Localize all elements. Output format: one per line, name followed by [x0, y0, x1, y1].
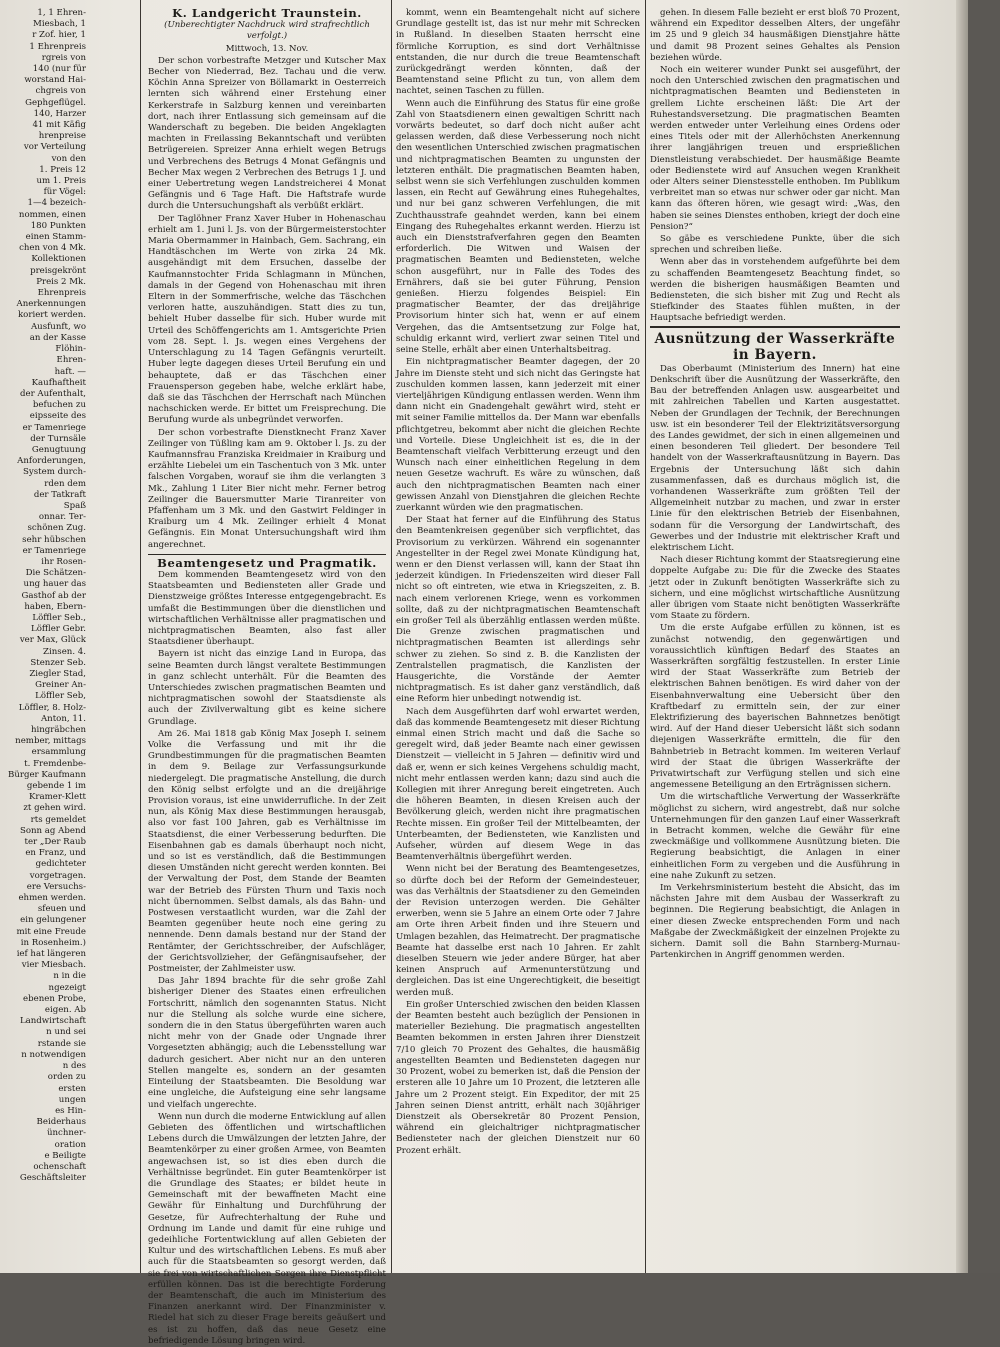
fragment-line: einen Stamm- — [25, 232, 86, 243]
fragment-line: Löffler, 8. Holz- — [18, 702, 86, 713]
fragment-line: der Turnsäle — [30, 433, 86, 444]
fragment-line: Spaß — [63, 500, 86, 511]
fragment-line: Ehren- — [56, 355, 86, 366]
fragment-line: der Tatkraft — [33, 489, 86, 500]
article-paragraph: Der Taglöhner Franz Xaver Huber in Hohenaschau erhielt am 1. Juni l. Js. von der Bürgermeisterstochter Maria Obermammer in Hainbach, Gem. Sachrang, ein Handtäschchen im Werte von zirka 24 Mk. ausgehändigt mit dem Ersuchen, dasselbe der Kaufmannstochter Frida Schlagmann in München, damals in der Gegend von Hohenaschau mit ihren Eltern in der Sommerfrische, welche das Täschchen verloren hatte, auszuhändigen. Statt dies zu tun, behielt Huber dasselbe für sich. Huber wurde mit Urteil des Schöffengerichts am 1. Amtsgerichte Prien vom 28. Sept. l. Js. wegen eines Vergehens der Unterschlagung zu 14 Tagen Gefängnis verurteilt. Huber legte dagegen dieses Urteil Berufung ein und behauptete, daß er das Täschchen einer Frauensperson gegeben habe, welche erklärt habe, daß sie das Täschchen der Herrschaft nach München nachschicken werde. Er bittet um Freisprechung. Die Berufung wurde als unbegründet verworfen. — [148, 213, 386, 426]
fragment-line: hrenpreise — [38, 131, 86, 142]
article-paragraph: Das Oberbaumt (Ministerium des Innern) hat eine Denkschrift über die Ausnützung der Wasserkräfte, den Bau der betreffenden Anlagen usw. ausgearbeitet und mit zahlreichen Tabellen und Karten ausgestattet. Neben der Grundlagen der Technik, der Berechnungen usw. ist ein besonderer Teil der Elektrizitätsversorgung des Landes gewidmet, der sich in einen allgemeinen und einen besonderen Teil gliedert. Der besondere Teil handelt von der Wasserkraftausnützung in Bayern. Das Ergebnis der Untersuchung läßt sich dahin zusammenfassen, daß es durchaus möglich ist, die vorhandenen Wasserkräfte zum größten Teil der Allgemeinheit nutzbar zu machen, und zwar in erster Linie für den elektrischen Betrieb der Eisenbahnen, sodann für die Versorgung der Landwirtschaft, des Gewerbes und der Industrie mit elektrischer Kraft und elektrischem Licht. — [650, 363, 900, 553]
fragment-line: Kramer-Klett — [28, 792, 86, 803]
fragment-line: ein gelungener — [20, 915, 86, 926]
article-paragraph: Das Jahr 1894 brachte für die sehr große Zahl bisheriger Diener des Staates einen erfreulichen Fortschritt, nämlich den sogenannten Status. Nicht nur die Stellung als solche wurde eine sichere, sondern die in den Status übergeführten waren auch nicht mehr von der Gnade oder Ungnade ihrer Vorgesetzten abhängig; auch die Lebensstellung war dadurch gesichert. Aber nicht nur an den unteren Stellen mangelte es, sondern an der gesamten Einteilung der Staatsbeamten. Die Besoldung war eine ungleiche, die Aufsteigung eine sehr langsame und vielfach ungerechte. — [148, 976, 386, 1110]
left-fragment-column — [0, 8, 86, 1267]
fragment-line: zt gehen wird. — [23, 803, 86, 814]
fragment-line: sfeuen und — [37, 904, 86, 915]
fragment-line: oration — [54, 1139, 86, 1150]
article-paragraph: Wenn nun durch die moderne Entwicklung auf allen Gebieten des öffentlichen und wirtschaftlichen Lebens durch die Umwälzungen der letzten Jahre, der Beamtenkörper zu einer großen Armee, von Beamten angewachsen ist, so ist dies eben durch die Verhältnisse begründet. Ein guter Beamtenkörper ist die Grundlage des Staates; er bildet heute in Gemeinschaft mit der bewaffneten Macht eine Gewähr für Einhaltung und Durchführung der Gesetze, für Aufrechterhaltung der Ruhe und Ordnung im Lande und damit für eine ruhige und gedeihliche Fortentwicklung auf allen Gebieten der Kultur und des wirtschaftlichen Lebens. Es muß aber auch für die Staatsbeamten so gesorgt werden, daß sie frei von wirtschaftlichen Sorgen ihre Dienstpflicht erfüllen können. Das ist die berechtigte Forderung der Beamtenschaft, die auch im Ministerium des Finanzen anerkannt wird. Der Finanzminister v. Riedel hat sich zu dieser Frage bereits geäußert und es ist zu hoffen, daß das neue Gesetz eine befriedigende Lösung bringen wird. — [148, 1111, 386, 1346]
fragment-line: von den — [51, 153, 86, 164]
fragment-line: sehr hübschen — [22, 534, 86, 545]
fragment-line: 140 (nur für — [32, 64, 86, 75]
fragment-line: Löffler Seb, — [35, 691, 86, 702]
fragment-line: Stenzer Seb. — [30, 657, 86, 668]
fragment-line: worstand Hai- — [24, 75, 86, 86]
fragment-line: 1 Ehrenpreis — [29, 41, 86, 52]
fragment-line: chen von 4 Mk. — [19, 243, 86, 254]
article-heading-wasserkraefte: Ausnützung der Wasserkräfte in Bayern. — [650, 326, 900, 363]
page-binding-edge — [956, 0, 968, 1273]
fragment-line: Greiner An- — [35, 680, 86, 691]
fragment-line: t. Fremdenbe- — [24, 758, 86, 769]
fragment-line: Preis 2 Mk. — [36, 276, 86, 287]
fragment-line: 1. Preis 12 — [39, 164, 86, 175]
fragment-line: Miesbach, 1 — [33, 19, 86, 30]
fragment-line: onnar. Ter- — [38, 512, 86, 523]
fragment-line: Die Schätzen- — [25, 568, 86, 579]
fragment-line: schönen Zug. — [27, 523, 86, 534]
fragment-line: e Beiligte — [44, 1150, 86, 1161]
column-2 — [396, 8, 640, 1267]
fragment-line: vier Miesbach. — [21, 960, 86, 971]
fragment-line: um 1. Preis — [36, 176, 86, 187]
fragment-line: rts gemeldet — [30, 814, 86, 825]
fragment-line: Sonn ag Abend — [19, 825, 86, 836]
fragment-line: ehmen werden. — [18, 893, 86, 904]
fragment-line: Löffler Gebr. — [30, 624, 86, 635]
article-paragraph: Ein nichtpragmatischer Beamter dagegen, der 20 Jahre im Dienste steht und sich nicht das Geringste hat zuschulden kommen lassen, kann jederzeit mit einer vierteljährigen Kündigung entlassen werden. Wenn ihm dann nicht ein Gnadengehalt gewährt wird, steht er mit seiner Familie mittellos da. Der Mann war ebenfalls pflichtgetreu, bekommt aber nicht die gleichen Rechte und Vorteile. Diese Ungleichheit ist es, die in der Beamtenschaft vielfach Verbitterung erzeugt und den Wunsch nach einer einheitlichen Regelung in dem neuen Gesetze wachruft. Es wäre zu wünschen, daß auch den nichtpragmatischen Beamten nach einer gewissen Anzahl von Dienstjahren die gleichen Rechte zuerkannt würden wie den pragmatischen. — [396, 357, 640, 513]
fragment-line: ersten — [58, 1083, 86, 1094]
fragment-line: Genugtuung — [31, 444, 86, 455]
article-paragraph: So gäbe es verschiedene Punkte, über die sich sprechen und schreiben ließe. — [650, 234, 900, 256]
fragment-line: gebende 1 im — [26, 781, 86, 792]
article-paragraph: Der schon vorbestrafte Metzger und Kutscher Max Becher von Niederrad, Bez. Tachau und die verw. Köchin Anna Spreizer von Böllamarkt in Oesterreich lernten sich während einer Erstehung einer Kerkerstrafe in Salzburg kennen und vereinbarten dort, nach ihrer Entlassung sich gemeinsam auf die Wanderschaft zu begeben. Die beiden Angeklagten machten in Freilassing Bekanntschaft und verübten Betrügereien. Spreizer Anna erhielt wegen Betrugs und Verbrechens des Betrugs 4 Monat Gefängnis und Becher Max wegen 2 Verbrechen des Betrugs 1 J. und einer Uebertretung wegen Landstreicherei 4 Monat Gefängnis und 6 Tage Haft. Die Haftstrafe wurde durch die Untersuchungshaft als verbüßt erklärt. — [148, 55, 386, 212]
article-paragraph: Nach dieser Richtung kommt der Staatsregierung eine doppelte Aufgabe zu: Die für die Zwecke des Staates jetzt oder in Zukunft benötigten Wasserkräfte sich zu sichern, und eine möglichst wirtschaftliche Ausnützung aller übrigen vom Staate nicht benötigten Wasserkräfte vom Staate zu fördern. — [650, 555, 900, 622]
fragment-line: nommen, einen — [18, 209, 86, 220]
fragment-line: befuchen zu — [32, 400, 86, 411]
fragment-line: Löffler Seb., — [32, 612, 86, 623]
article-paragraph: Der schon vorbestrafte Dienstknecht Franz Xaver Zeilinger von Tüßling kam am 9. Oktober l. Js. zu der Kaufmannsfrau Franziska Kreidmaier in Kraiburg und erzählte Liebelei um ein Taschentuch von 3 Mk. unter falschen Vorgaben, worauf sie ihm die verlangten 3 Mk., Zahlung 1 Liter Bier nicht mehr. Ferner betrog Zeilinger die Bauersmutter Marie Tiranreiter von Pfaffenham um 3 Mk. und den Gastwirt Feldinger in Kraiburg um 4 Mk. Zeilinger erhielt 4 Monat Gefängnis. Ein Monat Untersuchungshaft wird ihm angerechnet. — [148, 427, 386, 550]
fragment-line: er Tamenriege — [22, 545, 86, 556]
fragment-line: nember, mittags — [15, 736, 86, 747]
fragment-line: 41 mit Käfig — [32, 120, 86, 131]
article-paragraph: Nach dem Ausgeführten darf wohl erwartet werden, daß das kommende Beamtengesetz mit dieser Richtung einmal einen Strich macht und daß die Sache so geregelt wird, daß jeder Beamte nach einer gewissen Dienstzeit — vielleicht in 5 Jahren — definitiv wird und daß er, wenn er sich keines Vergehens schuldig macht, nicht mehr entlassen werden kann; dazu sind auch die Kollegien mit ihrer Anregung bereit eingetreten. Auch die höheren Beamten, in diesen Kreisen auch der Bevölkerung gleich, werden nicht ihre pragmatischen Rechte missen. Ein großer Teil der Mittelbeamten, der Unterbeamten, der Bediensteten, wie Kanzlisten und Aufseher, würden auf diesem Wege in das Beamtenverhältnis übergeführt werden. — [396, 706, 640, 863]
article-paragraph: gehen. In diesem Falle bezieht er erst bloß 70 Prozent, während ein Expeditor desselben Alters, der ungefähr im 25 und 9 gleich 34 hausmäßigen Dienstjahre hätte und damit 98 Prozent seines Gehaltes als Pension beziehen würde. — [650, 8, 900, 63]
fragment-line: Kaufhaftheit — [31, 377, 86, 388]
article-heading-landgericht: K. Landgericht Traunstein. — [172, 6, 362, 20]
fragment-line: Ziegler Stad, — [29, 668, 86, 679]
fragment-line: rgreis von — [41, 52, 86, 63]
fragment-line: es Hin- — [55, 1105, 86, 1116]
article-paragraph: Dem kommenden Beamtengesetz wird von den Staatsbeamten und Bediensteten aller Grade und Dienstzweige größtes Interesse entgegengebracht. Es umfaßt die Bestimmungen über die dienstlichen und wirtschaftlichen Verhältnisse aller pragmatischen und nichtpragmatischen Beamten, also fast aller Staatsdiener überhaupt. — [148, 569, 386, 648]
article-dateline: Mittwoch, 13. Nov. — [225, 43, 309, 54]
fragment-line: 1—4 bezeich- — [27, 198, 86, 209]
article-subheading: (Unberechtigter Nachdruck wird strafrechtlich verfolgt.) — [164, 20, 370, 42]
fragment-line: preisgekrönt — [30, 265, 86, 276]
fragment-line: chgreis von — [35, 86, 86, 97]
fragment-line: n in die — [53, 971, 86, 982]
fragment-line: ihr Rosen- — [41, 556, 86, 567]
article-paragraph: Ein großer Unterschied zwischen den beiden Klassen der Beamten besteht auch bezüglich der Pensionen in materieller Beziehung. Die pragmatisch angestellten Beamten bekommen in ersten Jahren ihrer Dienstzeit 7/10 gleich 70 Prozent des Gehaltes, die hausmäßig angestellten Beamten und Bediensteten dagegen nur 30 Prozent, wobei zu bemerken ist, daß die Pension der ersteren alle 10 Jahre um 10 Prozent, die letzteren alle Jahre um 2 Prozent steigt. Ein Expeditor, der mit 25 Jahren seinen Dienst antritt, erhält nach 30jähriger Dienstzeit als Obersekretär 80 Prozent Pension, während ein gleichaltriger nichtpragmatischer Bediensteter nach der gleichen Dienstzeit nur 60 Prozent erhält. — [396, 999, 640, 1156]
column-3 — [650, 8, 900, 1267]
fragment-line: er Tamenriege — [22, 422, 86, 433]
fragment-line: ebenen Probe, — [23, 993, 86, 1004]
fragment-line: Anton, 11. — [40, 713, 86, 724]
fragment-line: Beiderhaus — [36, 1117, 86, 1128]
fragment-line: Ehrenpreis — [37, 288, 86, 299]
fragment-line: Bürger Kaufmann — [8, 769, 86, 780]
fragment-line: eipsseite des — [29, 411, 86, 422]
column-rule — [645, 0, 646, 1273]
fragment-line: ünchner- — [46, 1128, 86, 1139]
fragment-line: ungen — [58, 1094, 86, 1105]
fragment-line: haft. — — [54, 366, 86, 377]
fragment-line: ief hat längeren — [16, 949, 86, 960]
fragment-line: haben, Ebern- — [24, 601, 86, 612]
fragment-line: an der Kasse — [29, 332, 86, 343]
fragment-line: in Rosenheim.) — [20, 937, 86, 948]
fragment-line: eigen. Ab — [44, 1005, 86, 1016]
fragment-line: orden zu — [47, 1072, 86, 1083]
fragment-line: mit eine Freude — [16, 926, 86, 937]
fragment-line: ersammlung — [31, 747, 86, 758]
fragment-line: System durch- — [23, 467, 86, 478]
section-divider — [148, 554, 386, 555]
fragment-line: koriert werden. — [17, 310, 86, 321]
fragment-line: ochenschaft — [33, 1161, 86, 1172]
fragment-line: 1, 1 Ehren- — [37, 8, 86, 18]
fragment-line: rden dem — [44, 478, 86, 489]
fragment-line: hingräbchen — [30, 725, 86, 735]
fragment-line: r Zof. hier, 1 — [32, 30, 86, 41]
fragment-line: Anforderungen, — [17, 456, 86, 467]
article-paragraph: Um die erste Aufgabe erfüllen zu können, ist es zunächst notwendig, den gegenwärtigen und voraussichtlich künftigen Bedarf des Staates an Wasserkräften sorgfältig festzustellen. In erster Linie wird der Staat Wasserkräfte zum Betrieb der elektrischen Bahnen benötigen. Es wird daher von der Eisenbahnverwaltung eine Uebersicht über den Kraftbedarf zu ermitteln sein, der zur einer Elektrifizierung des bayerischen Bahnnetzes benötigt wird. Auf der Hand dieser Uebersicht läßt sich sodann diejenigen Wasserkräfte ermitteln, die für den Bahnbetrieb in Betracht kommen. Im weiteren Verlauf wird der Staat die übrigen Wasserkräfte der Privatwirtschaft zur Verfügung stellen und sich eine angemessene Beteiligung an den Erträgnissen sichern. — [650, 623, 900, 791]
fragment-line: für Vögel: — [43, 187, 86, 198]
fragment-line: Zinsen. 4. — [43, 646, 86, 657]
column-rule — [140, 0, 141, 1273]
article-paragraph: Um die wirtschaftliche Verwertung der Wasserkräfte möglichst zu sichern, wird angestrebt, daß nur solche Unternehmungen für den ganzen Lauf einer Wasserkraft in Betracht kommen, welche die Gewähr für eine zweckmäßige und vollkommene Ausnützung bieten. Die Regierung beabsichtigt, die Anlagen in einer einheitlichen Form zu vergeben und die Ausführung in eine nahe Zukunft zu setzen. — [650, 792, 900, 881]
article-paragraph: Wenn aber das in vorstehendem aufgeführte bei dem zu schaffenden Beamtengesetz Beachtung findet, so werden die bisherigen hausmäßigen Beamten und Bediensteten, die sich bisher mit Zug und Recht als Stiefkinder des Staates fühlen mußten, in der Hauptsache befriedigt werden. — [650, 257, 900, 324]
fragment-line: Geschäftsleiter — [19, 1173, 86, 1184]
fragment-line: 180 Punkten — [30, 220, 86, 231]
column-rule — [391, 0, 392, 1273]
fragment-line: der Aufenthalt, — [19, 388, 86, 399]
fragment-line: Landwirtschaft — [19, 1016, 86, 1027]
fragment-line: Ausfunft, wo — [30, 321, 86, 332]
article-paragraph: kommt, wenn ein Beamtengehalt nicht auf sichere Grundlage gestellt ist, das ist nur mehr mit Schrecken in Rußland. In dieselben Staaten herrscht eine förmliche Korruption, es sind dort Verhältnisse entstanden, die nur durch die treue Beamtenschaft zurückgedrängt werden könnten, daß der Beamtenstand seine Pflicht zu tun, von allem dem nachtet, seinen Taschen zu füllen. — [396, 8, 640, 97]
fragment-line: ere Versuchs- — [26, 881, 86, 892]
fragment-line: n des — [62, 1061, 86, 1072]
fragment-line: n notwendigen — [21, 1049, 86, 1060]
article-paragraph: Am 26. Mai 1818 gab König Max Joseph I. seinem Volke die Verfassung und mit ihr die Grundbestimmungen für die pragmatischen Beamten in dem 9. Beilage zur Verfassungsurkunde niedergelegt. Die pragmatische Anstellung, die durch den König selbst erfolgte und an die dreijährige Provision voraus, ist eine unwiderrufliche. In der Zeit nun, als König Max diese Bestimmungen herausgab, also vor fast 100 Jahren, gab es Verhältnisse im Staatsdienst, die einer Verbesserung bedurften. Die Eisenbahnen gab es damals überhaupt noch nicht, und so ist es verständlich, daß die Bestimmungen diesen Umständen nicht gerecht werden konnten. Bei der Verwaltung der Post, dem Stande der Beamten war der Betrieb des Fürsten Thurn und Taxis noch nicht übernommen. Selbst damals, als das Bahn- und Postwesen verstaatlicht wurden, war die Zahl der Beamten gegenüber heute noch eine gering zu nennende. Denn damals bestand nur der Stand der Rentämter, der Gerichtsschreiber, der Aufschläger, der Gerichtsvollzieher, der Gefängnisaufseher, der Postmeister, der Zahlmeister usw. — [148, 728, 386, 975]
fragment-line: 140, Harzer — [33, 108, 86, 119]
article-paragraph: Wenn auch die Einführung des Status für eine große Zahl von Staatsdienern einen gewaltigen Schritt nach vorwärts bedeutet, so darf doch nicht außer acht gelassen werden, daß diese Verbesserung noch nicht den wesentlichen Unterschied zwischen pragmatischen und nichtpragmatischen Beamten zu ungunsten der letzteren enthält. Die pragmatischen Beamten haben, selbst wenn sie sich Verfehlungen zuschulden kommen lassen, ein Recht auf Gewährung eines Ruhegehaltes, und nur bei ganz schweren Verfehlungen, die mit Zuchthausstrafe geahndet werden, kann bei einem Eingang des Ruhegehaltes erkannt werden. Hierzu ist auch ein Dienststrafverfahren gegen den Beamten erforderlich. Die Witwen und Waisen der pragmatischen Beamten und Bediensteten, welche schon ausgeführt, nur in Falle des Todes des Ernährers, daß sie bei guter Führung, Pension genießen. Hierzu folgendes Beispiel: Ein pragmatischer Beamter, der das dreijährige Provisorium hinter sich hat, wenn er auf einem Vergehen, das die Amtsentsetzung zur Folge hat, schuldig erkannt wird, verliert zwar seinen Titel und seine Stelle, erhält aber einen Unterhaltsbeitrag. — [396, 98, 640, 356]
fragment-line: gedichteter — [35, 859, 86, 870]
fragment-line: Gephgeflügel. — [25, 97, 86, 108]
fragment-line: Flöhin- — [55, 344, 86, 355]
article-paragraph: Noch ein weiterer wunder Punkt sei ausgeführt, der noch den Unterschied zwischen den pragmatischen und nichtpragmatischen Beamten und Bediensteten in grellem Lichte erscheinen läßt: Die Art der Ruhestandsversetzung. Die pragmatischen Beamten werden entweder unter Verleihung eines Ordens oder eines Titels oder mit der Allerhöchsten Anerkennung ihrer langjährigen treuen und ersprießlichen Dienstleistung verabschiedet. Der hausmäßige Beamte oder Bedienstete wird auf Ansuchen wegen Krankheit oder Alters seiner Dienstesstelle enthoben. Im Publikum verbreitet man so etwas nur schwer oder gar nicht. Man kann das öfteren hören, wie gesagt wird: „Was, den haben sie seines Dienstes enthoben, kriegt der doch eine Pension?“ — [650, 65, 900, 232]
fragment-line: rstande sie — [37, 1038, 86, 1049]
fragment-line: Gasthof ab der — [21, 590, 86, 601]
article-paragraph: Wenn nicht bei der Beratung des Beamtengesetzes, so dürfte doch bei der Reform der Gemeindesteuer, was das Verhältnis der Staatsdiener zu den Gemeinden der Revision unterzogen werden. Die Gehälter erwerben, wenn sie 5 Jahre an einem Orte oder 7 Jahre am Orte ihren Arbeit finden und ihre Steuern und Umlagen bezahlen, das Heimatrecht. Der pragmatische Beamte hat dasselbe erst nach 10 Jahren. Er zahlt dieselben Steuern wie jeder andere Bürger, hat aber keinen Anspruch auf Armenunterstützung und dergleichen. Das ist eine Ungerechtigkeit, die beseitigt werden muß. — [396, 864, 640, 998]
fragment-line: Anerkennungen — [16, 299, 86, 310]
fragment-line: en Franz, und — [25, 848, 86, 859]
fragment-line: vorgetragen. — [29, 870, 86, 881]
column-1 — [148, 6, 386, 1346]
article-paragraph: Im Verkehrsministerium besteht die Absicht, das im nächsten Jahre mit dem Ausbau der Wasserkraft zu beginnen. Die Regierung beabsichtigt, die Anlagen in einer diesen Zwecke entsprechenden Form und nach Maßgabe der Zweckmäßigkeit der einzelnen Projekte zu sichern. Damit soll die Bahn Starnberg-Murnau-Partenkirchen in Angriff genommen werden. — [650, 883, 900, 961]
article-heading-beamtengesetz: Beamtengesetz und Pragmatik. — [157, 555, 377, 570]
fragment-line: ter „Der Raub — [24, 837, 86, 848]
fragment-line: n und sei — [46, 1027, 86, 1038]
fragment-line: ver Max, Glück — [19, 635, 86, 646]
fragment-line: Kollektionen — [31, 254, 86, 265]
article-paragraph: Der Staat hat ferner auf die Einführung des Status den Beamtenkreisen gegenüber sich verpflichtet, das Provisorium zu verkürzen. Während ein sogenannter Angestellter in der Regel zwei Monate Kündigung hat, wenn er den Dienst verlassen will, kann der Staat ihn jederzeit kündigen. In Friedenszeiten wird dieser Fall nicht so oft eintreten, wie etwa in Kriegszeiten, z. B. nach einem verlorenen Kriege, wenn es vorkommen sollte, daß zu der nichtpragmatischen Beamtenschaft ein großer Teil als überzählig entlassen werden müßte. Die Grenze zwischen pragmatischen und nichtpragmatischen Beamten ist allerdings sehr schwer zu ziehen. So sind z. B. die Kanzlisten der Zentralstellen pragmatisch, die Kanzlisten der Hausgerichte, die Vorstände der Aemter nichtpragmatisch. Es ist daher ganz verständlich, daß eine Reform hier unbedingt notwendig ist. — [396, 515, 640, 705]
article-paragraph: Bayern ist nicht das einzige Land in Europa, das seine Beamten durch längst veraltete Bestimmungen in ganz schlecht unterhält. Für die Beamten des Unterschiedes zwischen pragmatischen Beamten und nichtpragmatischen sowohl der Staatsdienste als auch der Zivilverwaltung gibt es keine sichere Grundlage. — [148, 649, 386, 727]
fragment-line: ung hauer das — [23, 579, 86, 590]
fragment-line: ngezeigt — [48, 982, 86, 993]
fragment-line: vor Verteilung — [23, 142, 86, 153]
